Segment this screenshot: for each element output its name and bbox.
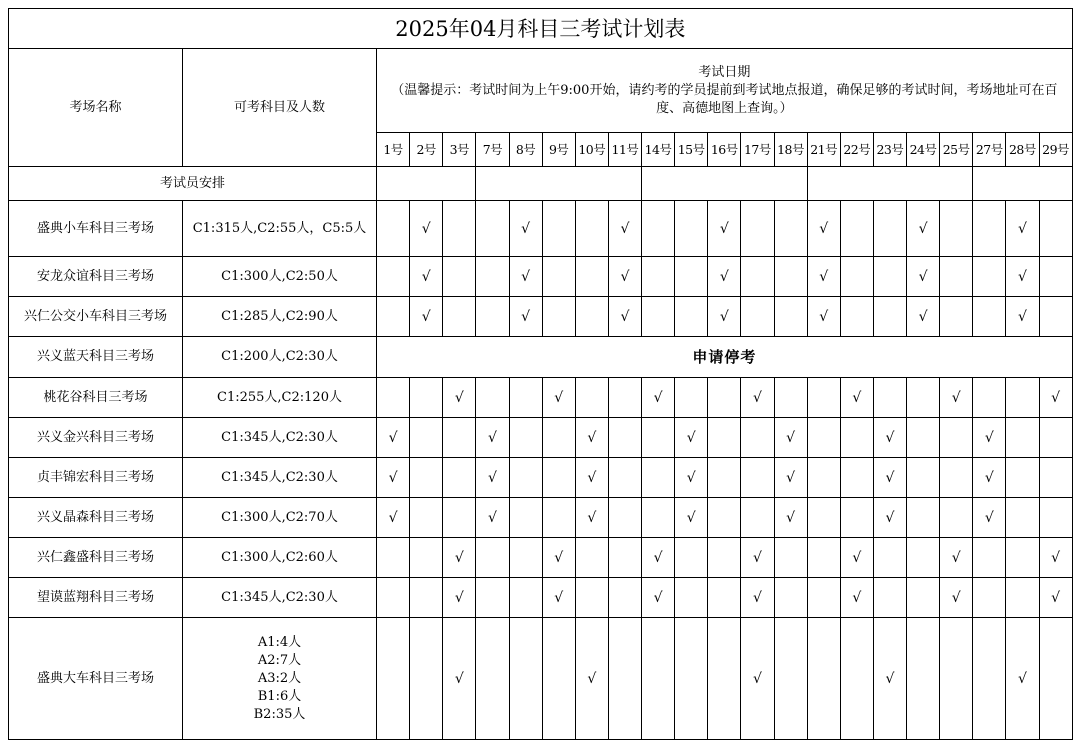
empty-cell <box>608 418 641 458</box>
empty-cell <box>542 498 575 538</box>
empty-cell <box>410 418 443 458</box>
check-mark: √ <box>708 201 741 257</box>
venue-name: 望谟蓝翔科目三考场 <box>9 578 183 618</box>
table-row <box>9 378 1073 418</box>
empty-cell <box>1006 538 1039 578</box>
check-mark: √ <box>1006 201 1039 257</box>
check-mark: √ <box>377 418 410 458</box>
venue-name: 贞丰锦宏科目三考场 <box>9 458 183 498</box>
empty-cell <box>509 418 542 458</box>
check-mark: √ <box>443 578 476 618</box>
empty-cell <box>774 257 807 297</box>
empty-cell <box>708 578 741 618</box>
empty-cell <box>940 418 973 458</box>
day-header: 2号 <box>410 133 443 167</box>
check-mark: √ <box>443 378 476 418</box>
empty-cell <box>575 297 608 337</box>
empty-cell <box>675 578 708 618</box>
empty-cell <box>907 418 940 458</box>
check-mark: √ <box>940 378 973 418</box>
venue-name: 盛典大车科目三考场 <box>9 618 183 740</box>
empty-cell <box>1039 201 1072 257</box>
empty-cell <box>973 297 1006 337</box>
table-row <box>9 257 1073 297</box>
empty-cell <box>608 618 641 740</box>
venue-subjects: C1:300人,C2:70人 <box>183 498 377 538</box>
check-mark: √ <box>708 257 741 297</box>
venue-subjects <box>183 618 377 740</box>
table-row <box>9 458 1073 498</box>
empty-cell <box>840 618 873 740</box>
check-mark: √ <box>873 418 906 458</box>
check-mark: √ <box>575 618 608 740</box>
check-mark: √ <box>509 257 542 297</box>
empty-cell <box>873 297 906 337</box>
empty-cell <box>542 418 575 458</box>
empty-cell <box>410 618 443 740</box>
empty-cell <box>907 538 940 578</box>
empty-cell <box>840 257 873 297</box>
table-row <box>9 538 1073 578</box>
empty-cell <box>542 618 575 740</box>
empty-cell <box>1006 578 1039 618</box>
empty-cell <box>575 201 608 257</box>
empty-cell <box>575 578 608 618</box>
empty-cell <box>940 458 973 498</box>
empty-cell <box>410 538 443 578</box>
empty-cell <box>774 618 807 740</box>
empty-cell <box>973 201 1006 257</box>
empty-cell <box>907 458 940 498</box>
status-badge: 申请停考 <box>377 337 1073 378</box>
day-header: 29号 <box>1039 133 1072 167</box>
empty-cell <box>807 578 840 618</box>
check-mark: √ <box>542 538 575 578</box>
check-mark: √ <box>741 538 774 578</box>
empty-cell <box>907 498 940 538</box>
check-mark: √ <box>774 418 807 458</box>
empty-cell <box>774 201 807 257</box>
check-mark: √ <box>1006 257 1039 297</box>
day-header: 15号 <box>675 133 708 167</box>
empty-cell <box>973 378 1006 418</box>
venue-subjects: C1:300人,C2:50人 <box>183 257 377 297</box>
empty-cell <box>840 201 873 257</box>
check-mark: √ <box>741 578 774 618</box>
empty-cell <box>873 578 906 618</box>
empty-cell <box>741 201 774 257</box>
check-mark: √ <box>840 538 873 578</box>
empty-cell <box>675 538 708 578</box>
check-mark: √ <box>410 201 443 257</box>
empty-cell <box>807 618 840 740</box>
empty-cell <box>708 458 741 498</box>
check-mark: √ <box>575 498 608 538</box>
empty-cell <box>973 538 1006 578</box>
check-mark: √ <box>509 297 542 337</box>
empty-cell <box>476 618 509 740</box>
exam-date-label: 考试日期 <box>698 64 751 80</box>
day-header: 8号 <box>509 133 542 167</box>
empty-cell <box>575 378 608 418</box>
check-mark: √ <box>575 418 608 458</box>
empty-cell <box>476 578 509 618</box>
venue-subjects: C1:200人,C2:30人 <box>183 337 377 378</box>
examiner-slot <box>476 167 642 201</box>
check-mark: √ <box>907 201 940 257</box>
check-mark: √ <box>907 257 940 297</box>
empty-cell <box>476 257 509 297</box>
venue-subjects: C1:285人,C2:90人 <box>183 297 377 337</box>
empty-cell <box>873 257 906 297</box>
empty-cell <box>708 378 741 418</box>
examiner-slot <box>642 167 808 201</box>
day-header: 10号 <box>575 133 608 167</box>
day-header: 17号 <box>741 133 774 167</box>
empty-cell <box>708 538 741 578</box>
check-mark: √ <box>1039 378 1072 418</box>
empty-cell <box>509 538 542 578</box>
check-mark: √ <box>642 578 675 618</box>
empty-cell <box>1006 418 1039 458</box>
check-mark: √ <box>608 297 641 337</box>
check-mark: √ <box>476 498 509 538</box>
empty-cell <box>443 201 476 257</box>
empty-cell <box>608 498 641 538</box>
day-header: 9号 <box>542 133 575 167</box>
table-row <box>9 618 1073 740</box>
empty-cell <box>443 498 476 538</box>
day-header: 16号 <box>708 133 741 167</box>
venue-name: 兴仁鑫盛科目三考场 <box>9 538 183 578</box>
table-row <box>9 498 1073 538</box>
empty-cell <box>873 538 906 578</box>
empty-cell <box>774 378 807 418</box>
empty-cell <box>1006 378 1039 418</box>
empty-cell <box>642 458 675 498</box>
subject-quota: A3:2人 <box>257 670 302 686</box>
empty-cell <box>476 538 509 578</box>
venue-name: 兴义晶森科目三考场 <box>9 498 183 538</box>
check-mark: √ <box>973 458 1006 498</box>
empty-cell <box>476 378 509 418</box>
empty-cell <box>741 498 774 538</box>
empty-cell <box>642 618 675 740</box>
venue-subjects: C1:345人,C2:30人 <box>183 578 377 618</box>
empty-cell <box>642 418 675 458</box>
empty-cell <box>377 257 410 297</box>
check-mark: √ <box>807 201 840 257</box>
exam-date-header <box>377 49 1073 133</box>
empty-cell <box>940 201 973 257</box>
subjects-column-header: 可考科目及人数 <box>183 49 377 167</box>
day-header: 7号 <box>476 133 509 167</box>
empty-cell <box>377 538 410 578</box>
empty-cell <box>509 618 542 740</box>
check-mark: √ <box>575 458 608 498</box>
check-mark: √ <box>443 618 476 740</box>
empty-cell <box>377 297 410 337</box>
table-row <box>9 201 1073 257</box>
day-header: 3号 <box>443 133 476 167</box>
empty-cell <box>1039 618 1072 740</box>
check-mark: √ <box>873 458 906 498</box>
empty-cell <box>1039 458 1072 498</box>
check-mark: √ <box>774 458 807 498</box>
exam-notice: （温馨提示：考试时间为上午9:00开始，请约考的学员提前到考试地点报道，确保足够的考试时间，考场地址可在百度、高德地图上查询。） <box>391 82 1058 116</box>
table-title: 2025年04月科目三考试计划表 <box>9 9 1073 49</box>
empty-cell <box>907 378 940 418</box>
check-mark: √ <box>608 257 641 297</box>
empty-cell <box>1039 498 1072 538</box>
empty-cell <box>608 578 641 618</box>
empty-cell <box>1039 297 1072 337</box>
day-header: 25号 <box>940 133 973 167</box>
empty-cell <box>774 538 807 578</box>
empty-cell <box>542 201 575 257</box>
check-mark: √ <box>741 378 774 418</box>
empty-cell <box>940 498 973 538</box>
empty-cell <box>443 418 476 458</box>
empty-cell <box>940 297 973 337</box>
empty-cell <box>973 618 1006 740</box>
empty-cell <box>377 618 410 740</box>
empty-cell <box>907 578 940 618</box>
check-mark: √ <box>741 618 774 740</box>
empty-cell <box>608 378 641 418</box>
day-header: 14号 <box>642 133 675 167</box>
check-mark: √ <box>410 297 443 337</box>
empty-cell <box>642 201 675 257</box>
empty-cell <box>940 618 973 740</box>
empty-cell <box>840 418 873 458</box>
check-mark: √ <box>840 578 873 618</box>
venue-subjects: C1:300人,C2:60人 <box>183 538 377 578</box>
empty-cell <box>741 257 774 297</box>
check-mark: √ <box>1039 538 1072 578</box>
empty-cell <box>840 458 873 498</box>
empty-cell <box>509 578 542 618</box>
venue-name: 兴义蓝天科目三考场 <box>9 337 183 378</box>
day-header: 24号 <box>907 133 940 167</box>
subject-quota: A2:7人 <box>257 652 302 668</box>
check-mark: √ <box>973 498 1006 538</box>
empty-cell <box>940 257 973 297</box>
examiner-slot <box>807 167 973 201</box>
venue-name: 盛典小车科目三考场 <box>9 201 183 257</box>
check-mark: √ <box>907 297 940 337</box>
check-mark: √ <box>807 257 840 297</box>
empty-cell <box>675 257 708 297</box>
empty-cell <box>741 418 774 458</box>
table-row <box>9 337 1073 378</box>
subject-quota: B1:6人 <box>257 688 302 704</box>
empty-cell <box>443 458 476 498</box>
empty-cell <box>443 257 476 297</box>
check-mark: √ <box>1039 578 1072 618</box>
empty-cell <box>410 578 443 618</box>
venue-subjects: C1:315人,C2:55人，C5:5人 <box>183 201 377 257</box>
empty-cell <box>608 538 641 578</box>
check-mark: √ <box>377 458 410 498</box>
empty-cell <box>973 257 1006 297</box>
subject-quota: B2:35人 <box>253 706 306 722</box>
check-mark: √ <box>940 578 973 618</box>
day-header: 11号 <box>608 133 641 167</box>
empty-cell <box>807 418 840 458</box>
empty-cell <box>542 458 575 498</box>
empty-cell <box>675 378 708 418</box>
empty-cell <box>774 297 807 337</box>
empty-cell <box>410 458 443 498</box>
check-mark: √ <box>675 498 708 538</box>
empty-cell <box>675 618 708 740</box>
check-mark: √ <box>642 538 675 578</box>
check-mark: √ <box>377 498 410 538</box>
empty-cell <box>807 498 840 538</box>
check-mark: √ <box>675 418 708 458</box>
check-mark: √ <box>774 498 807 538</box>
empty-cell <box>575 538 608 578</box>
table-row <box>9 297 1073 337</box>
empty-cell <box>708 418 741 458</box>
empty-cell <box>542 297 575 337</box>
empty-cell <box>443 297 476 337</box>
check-mark: √ <box>476 418 509 458</box>
empty-cell <box>873 201 906 257</box>
empty-cell <box>840 297 873 337</box>
empty-cell <box>1039 257 1072 297</box>
empty-cell <box>377 201 410 257</box>
check-mark: √ <box>608 201 641 257</box>
empty-cell <box>377 578 410 618</box>
empty-cell <box>708 498 741 538</box>
exam-schedule-table <box>8 8 1073 740</box>
check-mark: √ <box>509 201 542 257</box>
empty-cell <box>973 578 1006 618</box>
examiner-slot <box>973 167 1072 201</box>
subject-quota: A1:4人 <box>257 634 302 650</box>
examiner-arrangement-label: 考试员安排 <box>9 167 377 201</box>
day-header: 28号 <box>1006 133 1039 167</box>
empty-cell <box>410 378 443 418</box>
empty-cell <box>807 458 840 498</box>
empty-cell <box>840 498 873 538</box>
venue-name: 桃花谷科目三考场 <box>9 378 183 418</box>
empty-cell <box>807 378 840 418</box>
empty-cell <box>774 578 807 618</box>
day-header: 21号 <box>807 133 840 167</box>
empty-cell <box>642 498 675 538</box>
check-mark: √ <box>708 297 741 337</box>
empty-cell <box>675 201 708 257</box>
check-mark: √ <box>873 498 906 538</box>
empty-cell <box>807 538 840 578</box>
empty-cell <box>873 378 906 418</box>
empty-cell <box>542 257 575 297</box>
check-mark: √ <box>642 378 675 418</box>
venue-subjects: C1:345人,C2:30人 <box>183 458 377 498</box>
table-row <box>9 418 1073 458</box>
venue-name: 兴义金兴科目三考场 <box>9 418 183 458</box>
empty-cell <box>476 201 509 257</box>
check-mark: √ <box>1006 618 1039 740</box>
check-mark: √ <box>807 297 840 337</box>
empty-cell <box>608 458 641 498</box>
venue-subjects: C1:255人,C2:120人 <box>183 378 377 418</box>
check-mark: √ <box>973 418 1006 458</box>
check-mark: √ <box>840 378 873 418</box>
empty-cell <box>907 618 940 740</box>
day-header: 23号 <box>873 133 906 167</box>
empty-cell <box>476 297 509 337</box>
empty-cell <box>708 618 741 740</box>
empty-cell <box>377 378 410 418</box>
check-mark: √ <box>476 458 509 498</box>
empty-cell <box>575 257 608 297</box>
check-mark: √ <box>443 538 476 578</box>
check-mark: √ <box>542 378 575 418</box>
check-mark: √ <box>1006 297 1039 337</box>
check-mark: √ <box>940 538 973 578</box>
venue-column-header: 考场名称 <box>9 49 183 167</box>
examiner-slot <box>377 167 476 201</box>
empty-cell <box>1006 458 1039 498</box>
check-mark: √ <box>873 618 906 740</box>
check-mark: √ <box>542 578 575 618</box>
day-header: 27号 <box>973 133 1006 167</box>
day-header: 1号 <box>377 133 410 167</box>
venue-name: 兴仁公交小车科目三考场 <box>9 297 183 337</box>
empty-cell <box>741 458 774 498</box>
empty-cell <box>1006 498 1039 538</box>
empty-cell <box>509 458 542 498</box>
empty-cell <box>741 297 774 337</box>
empty-cell <box>410 498 443 538</box>
venue-subjects: C1:345人,C2:30人 <box>183 418 377 458</box>
table-row <box>9 578 1073 618</box>
empty-cell <box>675 297 708 337</box>
day-header: 18号 <box>774 133 807 167</box>
empty-cell <box>1039 418 1072 458</box>
day-header: 22号 <box>840 133 873 167</box>
venue-name: 安龙众谊科目三考场 <box>9 257 183 297</box>
empty-cell <box>642 257 675 297</box>
empty-cell <box>509 498 542 538</box>
empty-cell <box>509 378 542 418</box>
check-mark: √ <box>410 257 443 297</box>
empty-cell <box>642 297 675 337</box>
check-mark: √ <box>675 458 708 498</box>
